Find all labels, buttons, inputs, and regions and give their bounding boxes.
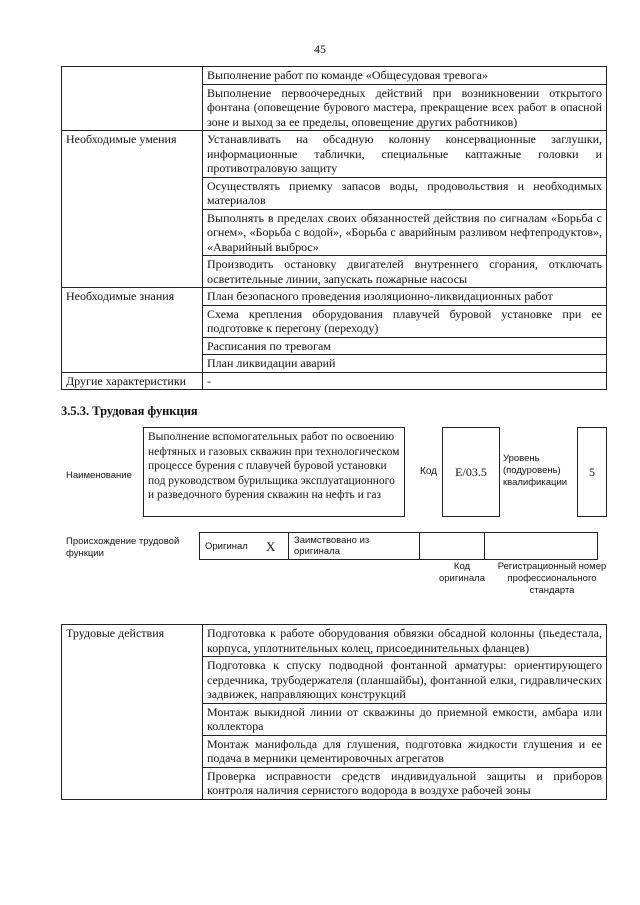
code-original-cell [420,533,485,560]
table-cell: Монтаж манифольда для глушения, подготовка жидкости глушения и ее подача в мерники цементировочных агрегатов [203,735,607,767]
code-label: Код [420,466,438,477]
requirements-table [61,66,607,390]
row-label-actions: Трудовые действия [62,625,203,800]
table-row [62,131,607,178]
original-label: Оригинал [200,533,263,560]
table-cell: План ликвидации аварий [203,355,607,373]
origin-table [199,532,598,560]
name-label: Наименование [66,470,132,481]
code-value-box [442,427,500,517]
table-row [200,533,598,560]
table-cell: Монтаж выкидной линии от скважины до приемной емкости, амбара или коллектора [203,703,607,735]
section-title: 3.5.3. Трудовая функция [61,404,198,418]
table-cell: Выполнение работ по команде «Общесудовая тревога» [203,67,607,85]
code-original-caption: Код оригинала [438,561,485,584]
reg-number-cell [485,533,598,560]
row-label [62,67,203,131]
table-cell: Производить остановку двигателей внутреннего сгорания, отключать осветительные линии, запускать пожарные насосы [203,256,607,288]
row-label-other: Другие характеристики [62,372,203,390]
reg-number-caption: Регистрационный номер профессионального стандарта [497,561,607,596]
table-cell: Проверка исправности средств индивидуальной защиты и приборов контроля наличия сернистого водорода в воздухе рабочей зоны [203,767,607,799]
table-cell: Выполнять в пределах своих обязанностей действия по сигналам «Борьба с огнем», «Борьба с водой», «Борьба с аварийным разливом нефтепродуктов», «Аварийный выброс» [203,209,607,256]
table-row [62,67,607,85]
table-cell: Устанавливать на обсадную колонну консервационные заглушки, информационные таблички, специальные каптажные головки и противотраловую защиту [203,131,607,178]
level-value-box [577,427,607,517]
table-cell: - [203,372,607,390]
level-label: Уровень (подуровень) квалификации [503,453,568,488]
level-value: 5 [589,464,595,479]
borrowed-label: Заимствовано из оригинала [289,533,420,560]
table-cell: Осуществлять приемку запасов воды, продовольствия и необходимых материалов [203,177,607,209]
table-cell: Схема крепления оборудования плавучей буровой установке при ее подготовке к перегону (переходу) [203,305,607,337]
labor-actions-table [61,624,607,800]
code-value: E/03.5 [455,464,487,479]
function-name-box: Выполнение вспомогательных работ по освоению нефтяных и газовых скважин при технологическом процессе бурения с плавучей буровой установки под руководством бурильщика эксплуатационного и разведочного бурения скважин на нефть и газ [143,427,405,517]
original-mark: X [262,533,289,560]
table-cell: Расписания по тревогам [203,337,607,355]
table-row [62,288,607,306]
row-label-skills: Необходимые умения [62,131,203,288]
page-number: 45 [314,42,326,56]
table-cell: План безопасного проведения изоляционно-ликвидационных работ [203,288,607,306]
table-cell: Подготовка к работе оборудования обвязки обсадной колонны (пьедестала, корпуса, уплотнительных колец, присоединительных фланцев) [203,625,607,657]
table-row [62,625,607,657]
table-row [62,372,607,390]
row-label-knowledge: Необходимые знания [62,288,203,373]
table-cell: Подготовка к спуску подводной фонтанной арматуры: ориентирующего сердечника, трубодержателя (планшайбы), фонтанной елки, гидравлических задвижек, направляющих конструкций [203,657,607,704]
origin-label: Происхождение трудовой функции [66,536,180,559]
table-cell: Выполнение первоочередных действий при возникновении открытого фонтана (оповещение бурового мастера, прекращение всех работ в опасной зоне и выход за ее пределы, оповещение других работников) [203,84,607,131]
